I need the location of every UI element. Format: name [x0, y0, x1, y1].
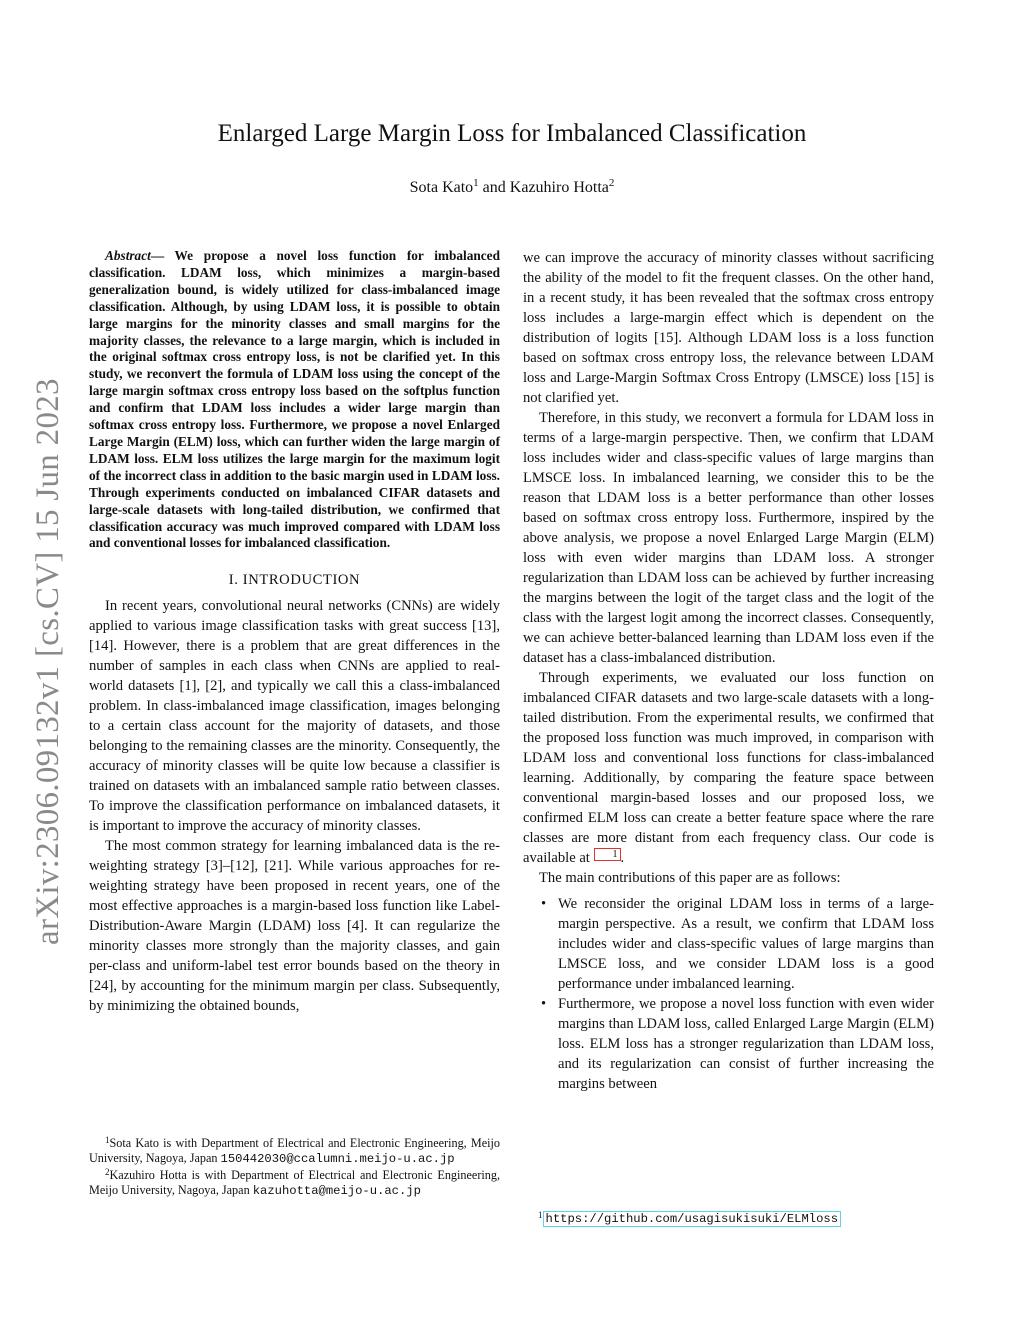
footnote-author1 — [89, 1136, 500, 1168]
list-item — [523, 894, 934, 994]
bullet-icon: • — [541, 996, 547, 1012]
abstract-dash: — — [150, 248, 175, 263]
body-paragraph — [523, 668, 934, 868]
footnote-link-reference[interactable]: 1 — [594, 848, 621, 861]
body-paragraph: In recent years, convolutional neural networks (CNNs) are widely applied to various image classification tasks with great success [13], [14]. However, there is a problem that are great differences in the number of samples in each class when CNNs are applied to real-world datasets [1], [2], and typically we call this a class-imbalanced problem. In class-imbalanced image classification, images belonging to a certain class account for the majority of datasets, and those belonging to the remaining classes are the minority. Consequently, the accuracy of minority classes will be quite low because a classifier is trained on datasets with an imbalanced sample ratio between classes. To improve the classification performance on imbalanced datasets, it is important to improve the accuracy of minority classes. — [89, 598, 500, 835]
contributions-list — [523, 894, 934, 1094]
list-item-text: Furthermore, we propose a novel loss function with even wider margins than LDAM loss, called Enlarged Large Margin (ELM) loss. ELM loss has a stronger regularization than LDAM loss, and its regularization can consist of further increasing the margins between — [558, 996, 934, 1092]
footnote-mark: 1 — [105, 1135, 110, 1145]
list-item-text: We reconsider the original LDAM loss in terms of a large-margin perspective. As a result, we confirm that LDAM loss includes wider and class-specific values of large margins than LMSCE loss, and we consider LDAM loss is a good performance under imbalanced learning. — [558, 896, 934, 992]
code-url-link[interactable]: https://github.com/usagisukisuki/ELMloss — [543, 1211, 842, 1227]
right-column — [523, 248, 934, 1094]
affiliation-mark: 1 — [473, 177, 479, 189]
paper-title: Enlarged Large Margin Loss for Imbalanced Classification — [217, 120, 807, 147]
affiliation-footnotes — [89, 1136, 500, 1199]
footnote-text: Sota Kato is with Department of Electrical and Electronic Engineering, Meijo University, Nagoya, Japan — [89, 1136, 500, 1166]
author-name: Sota Kato — [409, 179, 474, 196]
body-paragraph: we can improve the accuracy of minority classes without sacrificing the ability of the model to fit the frequent classes. On the other hand, in a recent study, it has been revealed that the softmax cross entropy loss includes a large-margin effect which is dependent on the distribution of logits [15]. Although LDAM loss is a loss function based on softmax cross entropy loss, the relevance between LDAM loss and Large-Margin Softmax Cross Entropy (LMSCE) loss [15] is not clarified yet. — [523, 250, 934, 406]
section-heading-introduction: I. INTRODUCTION — [228, 572, 361, 589]
email-address[interactable]: kazuhotta@meijo-u.ac.jp — [252, 1183, 421, 1198]
left-column — [89, 248, 500, 1016]
body-paragraph: The main contributions of this paper are as follows: — [539, 870, 841, 886]
footnote-author2 — [89, 1168, 500, 1200]
footnote-mark: 2 — [105, 1166, 110, 1177]
author-line — [0, 176, 1024, 200]
footnote-text: Kazuhiro Hotta is with Department of Electrical and Electronic Engineering, Meijo University, Nagoya, Japan — [89, 1167, 500, 1197]
arxiv-identifier-stamp: arXiv:2306.09132v1 [cs.CV] 15 Jun 2023 — [30, 378, 66, 945]
author-conjunction: and — [478, 179, 510, 196]
body-paragraph: The most common strategy for learning imbalanced data is the re-weighting strategy [3]–[12], [21]. While various approaches for re-weighting strategy have been proposed in recent years, one of the most effective approaches is a margin-based loss function like Label-Distribution-Aware Margin (LDAM) loss [4]. It can regularize the minority classes more strongly than the majority classes, and gain per-class and uniform-label test error bounds based on the theory in [24], by accounting for the minimum margin per class. Subsequently, by minimizing the obtained bounds, — [89, 838, 500, 1015]
email-address[interactable]: 150442030@ccalumni.meijo-u.ac.jp — [220, 1152, 455, 1167]
author-name: Kazuhiro Hotta — [509, 179, 609, 196]
abstract-paragraph — [89, 248, 500, 552]
code-footnote — [538, 1210, 938, 1227]
abstract-text: We propose a novel loss function for imbalanced classification. LDAM loss, which minimizes a margin-based generalization bound, is widely utilized for class-imbalanced image classification. Although, by using LDAM loss, it is possible to obtain large margins for the minority classes and small margins for the majority classes, the relevance to a large margin, which is included in the original softmax cross entropy loss, is not be clarified yet. In this study, we reconvert the formula of LDAM loss using the concept of the large margin softmax cross entropy loss based on the softplus function and confirm that LDAM loss includes a wider large margin than softmax cross entropy loss. Furthermore, we propose a novel Enlarged Large Margin (ELM) loss, which can further widen the large margin of LDAM loss. ELM loss utilizes the large margin for the maximum logit of the incorrect class in addition to the basic margin used in LDAM loss. Through experiments conducted on imbalanced CIFAR datasets and large-scale datasets with long-tailed distribution, we confirmed that classification accuracy was much improved compared with LDAM loss and conventional losses for imbalanced classification. — [89, 248, 500, 551]
list-item — [523, 994, 934, 1094]
affiliation-mark: 2 — [608, 177, 615, 189]
bullet-icon: • — [541, 896, 547, 912]
body-paragraph: Therefore, in this study, we reconvert a formula for LDAM loss in terms of a large-margin perspective. Then, we confirm that LDAM loss includes wider and class-specific values of large margins than LMSCE loss. In imbalanced learning, we consider this to be the reason that LDAM loss is a better performance than other losses based on softmax cross entropy loss. Furthermore, inspired by the above analysis, we propose a novel Enlarged Large Margin (ELM) loss with even wider margins than LDAM loss. A stronger regularization than LDAM loss can be achieved by further increasing the margins between the logit of the target class and the logit of the class with the largest logit among the incorrect classes. Consequently, we can achieve better-balanced learning than LDAM loss even if the dataset has a class-imbalanced distribution. — [523, 410, 934, 666]
paragraph-text: Through experiments, we evaluated our loss function on imbalanced CIFAR datasets and two large-scale datasets with a long-tailed distribution. From the experimental results, we confirmed that the proposed loss function was much improved, in comparison with LDAM loss and conventional loss functions for class-imbalanced learning. Additionally, by comparing the feature space between conventional margin-based losses and our proposed loss, we confirmed ELM loss can create a better feature space where the rare classes are more distant from each frequency class. Our code is available at — [523, 670, 934, 866]
footnote-mark: 1 — [538, 1210, 543, 1220]
sentence-period: . — [620, 850, 625, 866]
abstract-label: Abstract — [105, 248, 151, 263]
